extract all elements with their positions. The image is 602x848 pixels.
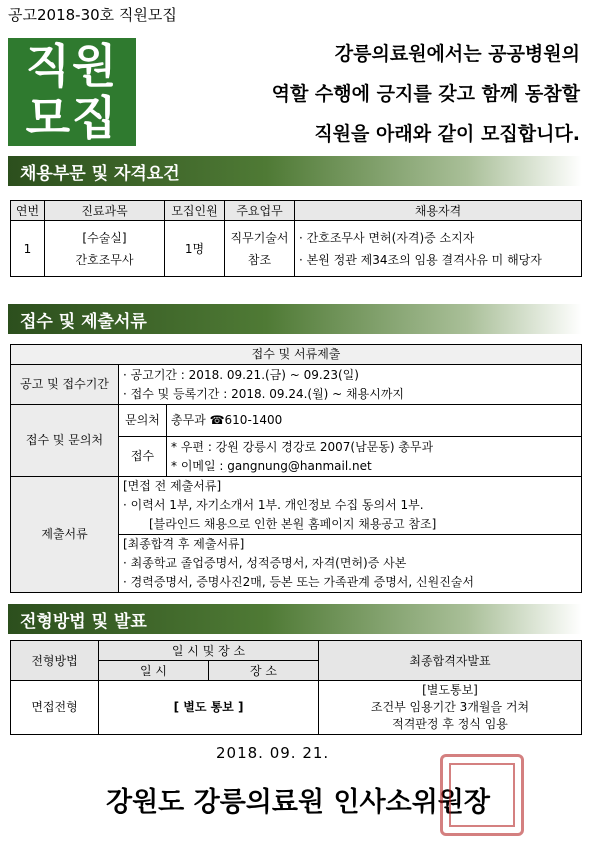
period-line: · 공고기간 : 2018. 09.21.(금) ~ 09.23(일) (123, 367, 359, 382)
qualification-line: · 본원 정관 제34조의 임용 결격사유 미 해당자 (299, 252, 542, 267)
department-cell (45, 221, 165, 277)
result-line: 적격판정 후 정식 임용 (392, 717, 508, 731)
receipt-cell (167, 437, 582, 477)
receipt-line: * 이메일 : gangnung@hanmail.net (171, 458, 372, 473)
recruitment-table (10, 200, 582, 277)
section-title-selection: 전형방법 및 발표 (8, 604, 582, 634)
result-line: [별도통보] (422, 683, 478, 697)
column-header: 연번 (11, 201, 45, 221)
column-header: 채용자격 (295, 201, 582, 221)
qualification-cell (295, 221, 582, 277)
duty-cell (225, 221, 295, 277)
column-header: 전형방법 (11, 641, 99, 681)
notice-date: 2018. 09. 21. (216, 744, 330, 762)
duty-line: 참조 (247, 252, 272, 267)
documents-before-line: · 이력서 1부, 자기소개서 1부. 개인정보 수집 동의서 1부. (123, 498, 424, 512)
result-cell (319, 681, 582, 735)
receipt-line: * 우편 : 강원 강릉시 경강로 2007(남문동) 총무과 (171, 439, 434, 454)
documents-before-line: [블라인드 채용으로 인한 본원 홈페이지 채용공고 참조] (149, 517, 437, 531)
inquiry-label: 문의처 (119, 405, 167, 437)
contact-label: 접수 및 문의처 (11, 405, 119, 477)
documents-after-line: · 최종학교 졸업증명서, 성적증명서, 자격(면허)증 사본 (123, 556, 407, 570)
hero-title-line2: 모집 (25, 91, 119, 145)
department-line: 간호조무사 (75, 252, 134, 267)
seal-inner-frame (449, 763, 515, 827)
documents-after-title: [최종합격 후 제출서류] (123, 537, 245, 551)
headcount-cell: 1명 (165, 221, 225, 277)
period-cell (119, 365, 582, 405)
hero-title-box (8, 38, 136, 146)
table-row (11, 681, 582, 735)
hero-title-line1: 직원 (25, 39, 119, 93)
signer-title: 강원도 강릉의료원 인사소위원장 (106, 787, 490, 818)
result-line: 조건부 임용기간 3개월을 거쳐 (370, 700, 530, 714)
column-header: 진료과목 (45, 201, 165, 221)
documents-before-title: [면접 전 제출서류] (123, 479, 222, 493)
official-seal-icon (440, 754, 524, 836)
application-table-header: 접수 및 서류제출 (11, 345, 582, 365)
section-title-application: 접수 및 제출서류 (8, 304, 582, 334)
intro-line: 강릉의료원에서는 공공병원의 (334, 43, 580, 65)
application-table (10, 344, 582, 593)
row-number: 1 (11, 221, 45, 277)
section-title-recruitment: 채용부문 및 자격요건 (8, 156, 582, 186)
method-cell: 면접전형 (11, 681, 99, 735)
documents-after-cell (119, 535, 582, 593)
inquiry-value: 총무과 ☎610-1400 (167, 405, 582, 437)
duty-line: 직무기술서 (230, 230, 289, 245)
notice-number: 공고2018-30호 직원모집 (8, 6, 177, 24)
column-header: 최종합격자발표 (319, 641, 582, 681)
column-header: 장 소 (209, 661, 319, 681)
period-line: · 접수 및 등록기간 : 2018. 09.24.(월) ~ 채용시까지 (123, 386, 405, 401)
documents-after-line: · 경력증명서, 증명사진2매, 등본 또는 가족관계 증명서, 신원진술서 (123, 575, 474, 589)
documents-label: 제출서류 (11, 477, 119, 593)
department-line: [수술실] (82, 230, 127, 245)
selection-table (10, 640, 582, 735)
table-row (11, 221, 582, 277)
intro-text (160, 34, 580, 154)
column-header: 모집인원 (165, 201, 225, 221)
qualification-line: · 간호조무사 면허(자격)증 소지자 (299, 230, 475, 245)
intro-line: 직원을 아래와 같이 모집합니다. (314, 123, 580, 145)
period-label: 공고 및 접수기간 (11, 365, 119, 405)
column-header: 일 시 (99, 661, 209, 681)
receipt-label: 접수 (119, 437, 167, 477)
column-header: 주요업무 (225, 201, 295, 221)
documents-before-cell (119, 477, 582, 535)
column-header: 일 시 및 장 소 (99, 641, 319, 661)
intro-line: 역할 수행에 긍지를 갖고 함께 동참할 (271, 83, 580, 105)
schedule-cell: [ 별도 통보 ] (99, 681, 319, 735)
